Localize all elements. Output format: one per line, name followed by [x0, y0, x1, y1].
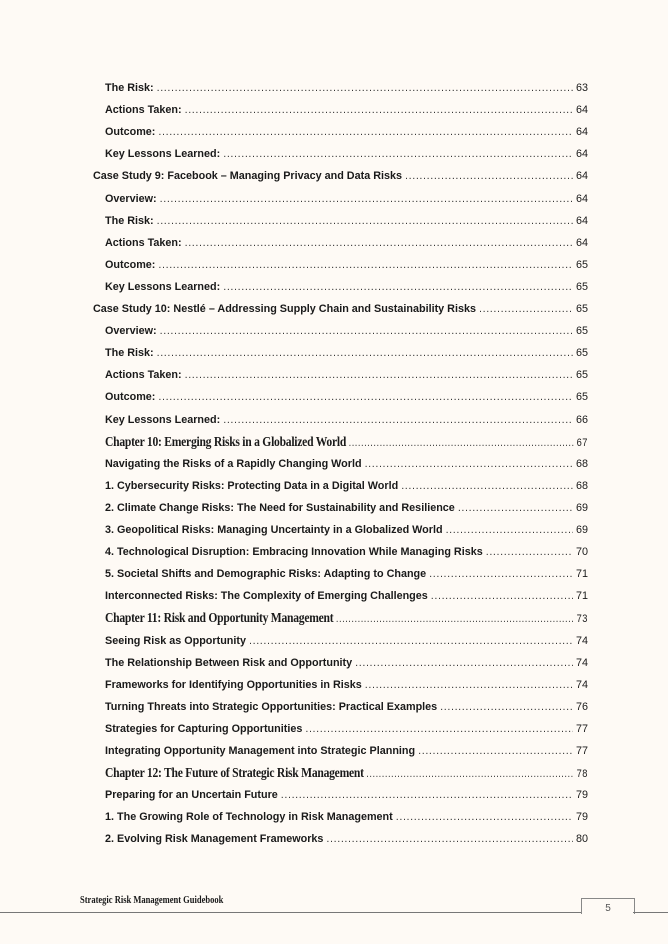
page-number: 5 [581, 898, 635, 914]
toc-entry-label: 4. Technological Disruption: Embracing Innovation While Managing Risks [105, 546, 483, 559]
dot-leader [185, 233, 573, 253]
dot-leader [281, 785, 573, 805]
toc-entry-label: The Risk: [105, 214, 154, 227]
toc-case-study-entry[interactable] [93, 166, 588, 186]
toc-entry-page: 68 [575, 457, 588, 470]
toc-entry-label: The Risk: [105, 82, 154, 94]
dot-leader [405, 166, 573, 186]
toc-entry-page: 71 [575, 590, 588, 603]
dot-leader [336, 609, 574, 629]
toc-entry[interactable] [105, 520, 588, 540]
dot-leader [458, 498, 573, 518]
dot-leader [429, 564, 573, 584]
toc-entry[interactable] [105, 410, 588, 430]
toc-entry[interactable] [105, 100, 588, 120]
dot-leader [349, 433, 574, 453]
toc-entry[interactable] [105, 365, 588, 385]
toc-entry[interactable] [105, 807, 588, 827]
toc-entry[interactable] [105, 631, 588, 651]
dot-leader [157, 211, 573, 231]
toc-entry-label: Turning Threats into Strategic Opportunities: Practical Examples [105, 700, 438, 713]
toc-entry[interactable] [105, 122, 588, 142]
toc-entry-page: 64 [575, 170, 588, 183]
toc-entry-page: 79 [575, 811, 588, 824]
toc-entry-label: Navigating the Risks of a Rapidly Changing World [105, 457, 362, 470]
toc-entry[interactable] [105, 78, 588, 98]
toc-entry[interactable] [105, 785, 588, 805]
toc-entry-label: 5. Societal Shifts and Demographic Risks: Adapting to Change [105, 568, 427, 581]
toc-entry-label: The Relationship Between Risk and Opportunity [105, 656, 353, 669]
toc-entry-page: 70 [575, 546, 588, 559]
toc-entry[interactable] [105, 255, 588, 275]
toc-entry-label: Overview: [105, 325, 157, 338]
toc-entry-label: Chapter 11: Risk and Opportunity Management [105, 610, 334, 626]
toc-entry-page: 65 [575, 280, 588, 293]
dot-leader [431, 586, 573, 606]
toc-entry-label: 2. Climate Change Risks: The Need for Sustainability and Resilience [105, 501, 455, 514]
dot-leader [486, 542, 573, 562]
toc-entry-label: Actions Taken: [105, 104, 182, 117]
dot-leader [446, 520, 573, 540]
dot-leader [366, 764, 574, 784]
toc-entry[interactable] [105, 454, 588, 474]
toc-entry[interactable] [105, 233, 588, 253]
dot-leader [223, 144, 573, 164]
toc-entry[interactable] [105, 697, 588, 717]
dot-leader [158, 255, 573, 275]
toc-entry-page: 64 [575, 148, 588, 161]
toc-entry-page: 74 [575, 678, 588, 691]
toc-entry[interactable] [105, 189, 588, 209]
toc-entry-label: Case Study 10: Nestlé – Addressing Supply Chain and Sustainability Risks [93, 303, 476, 315]
dot-leader [185, 365, 573, 385]
toc-entry-label: Integrating Opportunity Management into Strategic Planning [105, 745, 416, 757]
toc-entry-label: Outcome: [105, 126, 156, 139]
toc-entry-page: 69 [575, 524, 588, 536]
toc-entry-page: 65 [575, 391, 588, 404]
toc-entry-page: 77 [575, 722, 588, 735]
toc-entry-page: 64 [575, 236, 588, 249]
toc-entry[interactable] [105, 675, 588, 695]
toc-entry-label: Key Lessons Learned: [105, 280, 221, 293]
toc-entry-label: Outcome: [105, 258, 156, 271]
toc-entry-label: Seeing Risk as Opportunity [105, 634, 246, 647]
toc-entry[interactable] [105, 542, 588, 562]
dot-leader [418, 741, 573, 761]
toc-entry[interactable] [105, 476, 588, 496]
toc-entry-label: Interconnected Risks: The Complexity of Emerging Challenges [105, 590, 428, 603]
toc-entry-label: Chapter 10: Emerging Risks in a Globalized World [105, 433, 347, 449]
dot-leader [157, 343, 573, 363]
toc-entry-page: 79 [575, 789, 588, 802]
toc-entry-label: Preparing for an Uncertain Future [105, 789, 278, 802]
dot-leader [305, 719, 573, 739]
toc-chapter-entry[interactable] [105, 608, 588, 628]
toc-entry-label: Outcome: [105, 391, 156, 404]
dot-leader [223, 410, 573, 430]
toc-entry[interactable] [105, 144, 588, 164]
toc-entry-page: 65 [575, 347, 588, 360]
toc-entry-page: 71 [575, 568, 588, 581]
toc-entry-label: Overview: [105, 192, 157, 205]
toc-case-study-entry[interactable] [93, 299, 588, 319]
toc-entry-label: Frameworks for Identifying Opportunities in Risks [105, 678, 362, 691]
toc-entry-page: 65 [575, 303, 588, 315]
dot-leader [158, 122, 573, 142]
toc-entry[interactable] [105, 564, 588, 584]
toc-entry[interactable] [105, 829, 588, 849]
toc-entry[interactable] [105, 321, 588, 341]
dot-leader [396, 807, 573, 827]
toc-entry-label: The Risk: [105, 347, 154, 360]
toc-entry-page: 73 [576, 613, 588, 626]
dot-leader [440, 697, 573, 717]
toc-entry[interactable] [105, 277, 588, 297]
toc-entry-label: Strategies for Capturing Opportunities [105, 722, 303, 735]
toc-entry-page: 64 [575, 126, 588, 139]
dot-leader [326, 829, 573, 849]
toc-entry-page: 64 [575, 214, 588, 227]
toc-chapter-entry[interactable] [105, 763, 588, 783]
toc-entry-label: 1. Cybersecurity Risks: Protecting Data in a Digital World [105, 479, 399, 492]
dot-leader [157, 78, 573, 98]
toc-entry-label: Key Lessons Learned: [105, 413, 221, 426]
toc-entry-label: Key Lessons Learned: [105, 148, 221, 161]
toc-entry-page: 74 [575, 634, 588, 647]
toc-entry[interactable] [105, 498, 588, 518]
toc-entry-page: 65 [575, 258, 588, 271]
toc-entry-page: 63 [575, 82, 588, 94]
dot-leader [185, 100, 573, 120]
toc-entry-page: 65 [575, 369, 588, 382]
toc-entry[interactable] [105, 719, 588, 739]
toc-entry-page: 64 [575, 104, 588, 117]
toc-entry-label: Actions Taken: [105, 236, 182, 249]
toc-entry-page: 67 [576, 436, 588, 449]
toc-entry[interactable] [105, 387, 588, 407]
dot-leader [160, 189, 573, 209]
dot-leader [223, 277, 573, 297]
toc-chapter-entry[interactable] [105, 432, 588, 452]
toc-entry[interactable] [105, 586, 588, 606]
footer-divider-right [633, 912, 668, 913]
toc-entry-page: 68 [575, 479, 588, 492]
dot-leader [160, 321, 573, 341]
toc-entry[interactable] [105, 211, 588, 231]
toc-entry-page: 76 [575, 700, 588, 713]
dot-leader [365, 675, 573, 695]
toc-entry-label: 3. Geopolitical Risks: Managing Uncertainty in a Globalized World [105, 524, 443, 536]
footer-divider [0, 912, 581, 913]
toc-entry[interactable] [105, 653, 588, 673]
toc-entry[interactable] [105, 741, 588, 761]
dot-leader [158, 387, 573, 407]
toc-entry-label: Chapter 12: The Future of Strategic Risk Management [105, 765, 364, 781]
footer-book-title: Strategic Risk Management Guidebook [80, 895, 224, 906]
toc-entry-page: 65 [575, 325, 588, 338]
toc-entry-label: 2. Evolving Risk Management Frameworks [105, 833, 324, 846]
toc-entry-label: Case Study 9: Facebook – Managing Privacy and Data Risks [93, 170, 403, 183]
toc-entry-page: 69 [575, 501, 588, 514]
toc-entry-page: 66 [575, 413, 588, 426]
toc-entry-page: 78 [576, 768, 588, 781]
toc-entry-label: Actions Taken: [105, 369, 182, 382]
toc-entry-page: 64 [575, 192, 588, 205]
dot-leader [479, 299, 573, 319]
toc-entry[interactable] [105, 343, 588, 363]
dot-leader [249, 631, 573, 651]
dot-leader [401, 476, 573, 496]
toc-entry-label: 1. The Growing Role of Technology in Risk Management [105, 811, 393, 824]
toc-entry-page: 77 [575, 745, 588, 757]
toc-entry-page: 74 [575, 656, 588, 669]
dot-leader [365, 454, 573, 474]
dot-leader [355, 653, 573, 673]
toc-entry-page: 80 [575, 833, 588, 846]
